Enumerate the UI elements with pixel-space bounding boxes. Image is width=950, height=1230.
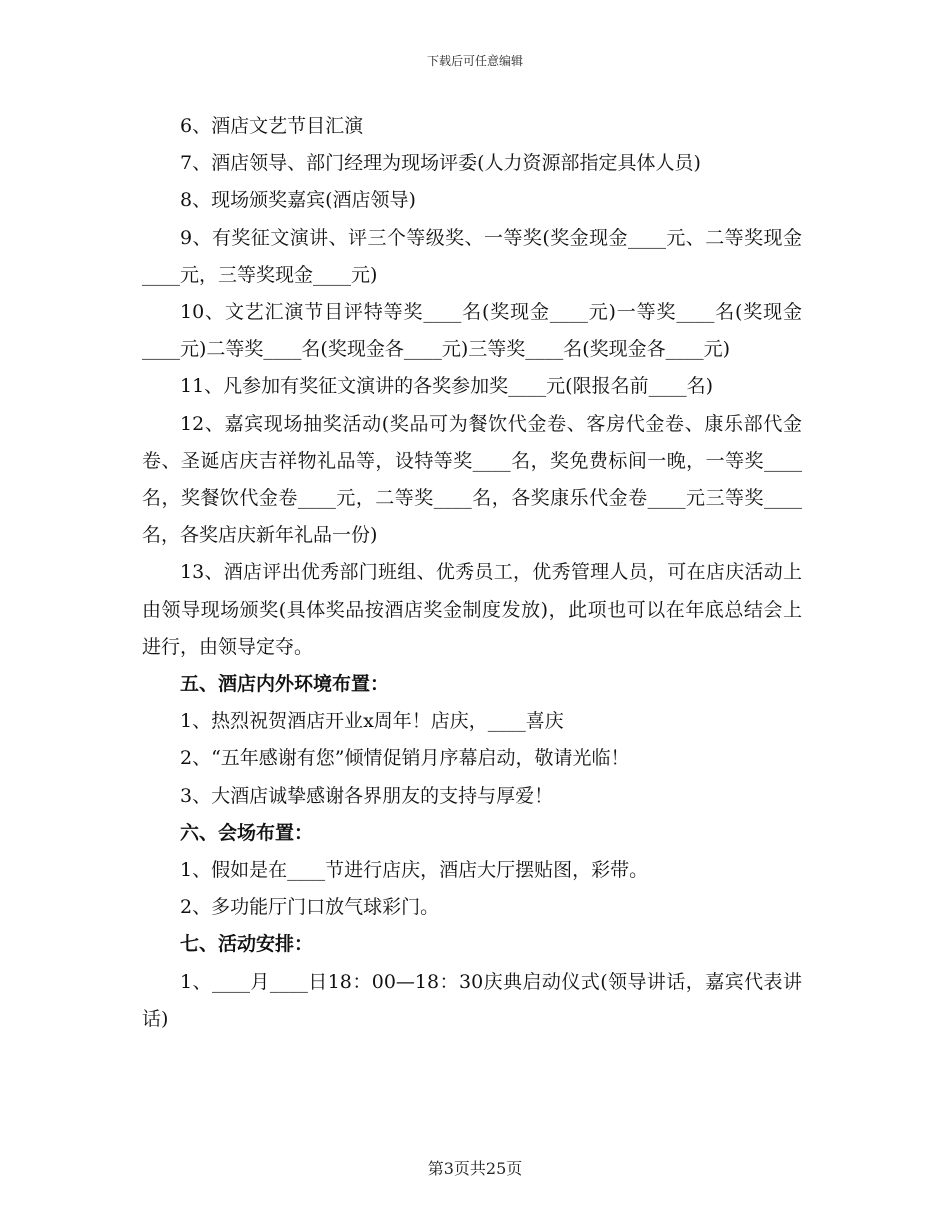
- paragraph-item-8: 8、现场颁奖嘉宾(酒店领导): [180, 189, 416, 212]
- section-heading-7: 七、活动安排：: [180, 933, 314, 956]
- paragraph-item-6: 6、酒店文艺节目汇演: [180, 115, 364, 137]
- paragraph-schedule-1: 1、____月____日18：00—18：30庆典启动仪式(领导讲话，嘉宾代表讲话): [142, 970, 802, 1030]
- paragraph-venue-2: 2、多功能厅门口放气球彩门。: [180, 896, 440, 919]
- paragraph-env-2: 2、“五年感谢有您”倾情促销月序幕启动，敬请光临！: [180, 747, 630, 770]
- paragraph-item-13: 13、酒店评出优秀部门班组、优秀员工，优秀管理人员，可在店庆活动上由领导现场颁奖(具体奖品按酒店奖金制度发放)，此项也可以在年底总结会上进行，由领导定夺。: [142, 561, 802, 658]
- section-heading-5: 五、酒店内外环境布置：: [180, 673, 390, 696]
- document-body: [142, 108, 802, 1038]
- paragraph-env-3: 3、大酒店诚挚感谢各界朋友的支持与厚爱！: [180, 784, 554, 807]
- page-header: 下载后可任意编辑: [426, 54, 523, 68]
- paragraph-env-1: 1、热烈祝贺酒店开业x周年！店庆，____喜庆: [180, 710, 564, 733]
- paragraph-venue-1: 1、假如是在____节进行店庆，酒店大厅摆贴图，彩带。: [180, 859, 649, 882]
- page-footer: 第3页共25页: [427, 1159, 523, 1178]
- section-heading-6: 六、会场布置：: [180, 821, 314, 844]
- paragraph-item-12: 12、嘉宾现场抽奖活动(奖品可为餐饮代金卷、客房代金卷、康乐部代金卷、圣诞店庆吉祥物礼品等，设特等奖____名，奖免费标间一晚，一等奖____名，奖餐饮代金卷____元，二等奖____名，各奖康乐代金卷____元三等奖____名，各奖店庆新年礼品一份): [142, 412, 802, 547]
- paragraph-item-9: 9、有奖征文演讲、评三个等级奖、一等奖(奖金现金____元、二等奖现金____元，三等奖现金____元): [142, 226, 802, 286]
- paragraph-item-10: 10、文艺汇演节目评特等奖____名(奖现金____元)一等奖____名(奖现金____元)二等奖____名(奖现金各____元)三等奖____名(奖现金各____元): [142, 301, 802, 361]
- paragraph-item-7: 7、酒店领导、部门经理为现场评委(人力资源部指定具体人员): [180, 152, 701, 175]
- paragraph-item-11: 11、凡参加有奖征文演讲的各奖参加奖____元(限报名前____名): [180, 375, 714, 398]
